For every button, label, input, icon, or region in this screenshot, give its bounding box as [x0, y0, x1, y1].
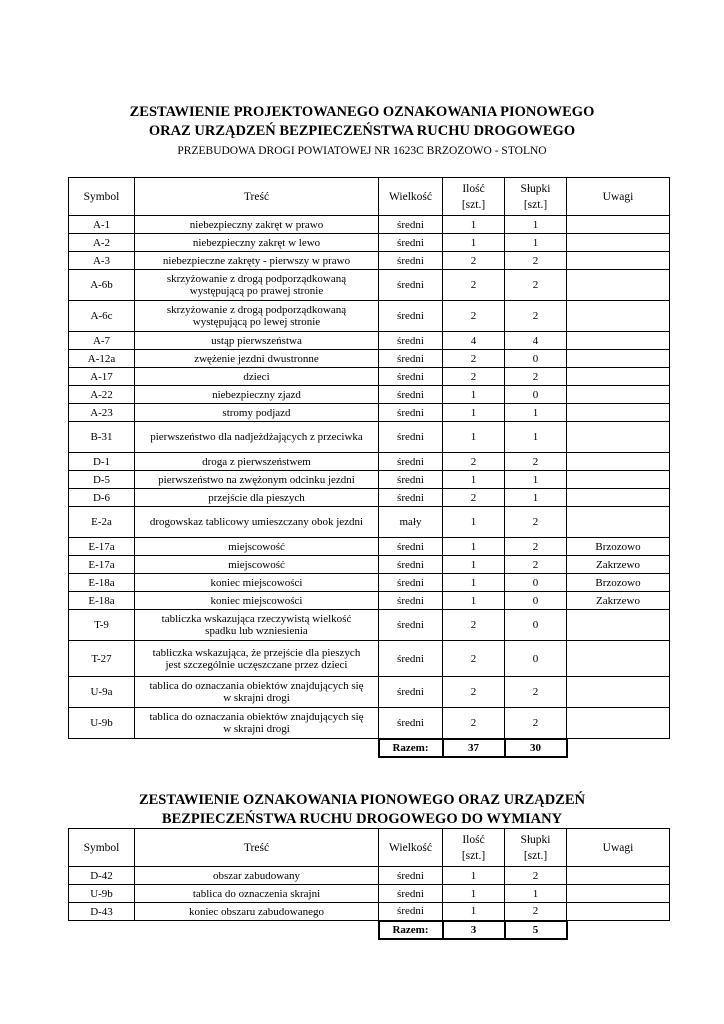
cell-ilosc: 2 [443, 677, 505, 708]
cell-symbol: D-43 [69, 903, 135, 921]
cell-ilosc: 1 [443, 903, 505, 921]
cell-ilosc: 1 [443, 216, 505, 234]
cell-tresc [135, 216, 379, 234]
table-row [69, 234, 670, 252]
cell-uwagi [567, 903, 670, 921]
cell-ilosc: 1 [443, 507, 505, 538]
total-spacer [135, 739, 379, 757]
cell-slupki: 1 [505, 234, 567, 252]
table-row [69, 885, 670, 903]
table-row [69, 386, 670, 404]
cell-wielkosc: średni [379, 252, 443, 270]
cell-ilosc: 2 [443, 252, 505, 270]
cell-tresc [135, 332, 379, 350]
cell-tresc [135, 574, 379, 592]
table-row [69, 422, 670, 453]
cell-ilosc: 2 [443, 368, 505, 386]
section2-title-line1: ZESTAWIENIE OZNAKOWANIA PIONOWEGO ORAZ URZĄDZEŃ [138, 792, 586, 808]
cell-tresc-line: w skrajni drogi [223, 723, 290, 735]
cell-symbol: A-22 [69, 386, 135, 404]
cell-wielkosc: średni [379, 489, 443, 507]
cell-ilosc: 1 [443, 574, 505, 592]
cell-tresc-line: niebezpieczny zakręt w lewo [192, 236, 321, 249]
cell-tresc-line: pierwszeństwo dla nadjeżdżających z przeciwka [150, 431, 363, 443]
cell-slupki: 4 [505, 332, 567, 350]
cell-tresc-line: niebezpieczne zakręty - pierwszy w prawo [162, 254, 351, 267]
cell-wielkosc: średni [379, 610, 443, 641]
cell-slupki: 1 [505, 216, 567, 234]
total-spacer [135, 921, 379, 939]
cell-tresc-line: tablica do oznaczenia skrajni [192, 887, 321, 900]
cell-tresc-line: droga z pierwszeństwem [202, 455, 311, 468]
total-spacer [567, 739, 670, 757]
cell-wielkosc: średni [379, 234, 443, 252]
table-row [69, 489, 670, 507]
header-ilosc-label: Ilość [462, 182, 485, 195]
cell-wielkosc: średni [379, 386, 443, 404]
cell-symbol: E-2a [69, 507, 135, 538]
cell-uwagi [567, 867, 670, 885]
cell-tresc [135, 556, 379, 574]
cell-ilosc: 2 [443, 708, 505, 739]
cell-slupki: 2 [505, 867, 567, 885]
cell-symbol: A-12a [69, 350, 135, 368]
cell-tresc [135, 489, 379, 507]
cell-symbol: A-3 [69, 252, 135, 270]
cell-uwagi [567, 708, 670, 739]
cell-tresc [135, 471, 379, 489]
section2-title-line2: BEZPIECZEŃSTWA RUCHU DROGOWEGO DO WYMIANY [161, 811, 563, 827]
cell-symbol: E-17a [69, 538, 135, 556]
table-row [69, 471, 670, 489]
cell-ilosc: 1 [443, 538, 505, 556]
total-spacer [69, 921, 135, 939]
cell-uwagi [567, 489, 670, 507]
cell-tresc-line: ustąp pierwszeństwa [211, 334, 302, 347]
total-label: Razem: [379, 921, 443, 939]
cell-wielkosc: średni [379, 592, 443, 610]
cell-ilosc: 4 [443, 332, 505, 350]
cell-tresc-line: miejscowość [228, 540, 285, 553]
cell-slupki: 2 [505, 677, 567, 708]
cell-tresc [135, 386, 379, 404]
cell-tresc-line: drogowskaz tablicowy umieszczany obok jezdni [149, 516, 364, 528]
cell-slupki: 0 [505, 574, 567, 592]
header-slupki-unit: [szt.] [523, 849, 548, 862]
cell-wielkosc: średni [379, 556, 443, 574]
cell-tresc-line: skrzyżowanie z drogą podporządkowaną [166, 304, 347, 316]
cell-wielkosc: średni [379, 574, 443, 592]
cell-symbol: T-9 [69, 610, 135, 641]
cell-tresc [135, 677, 379, 708]
cell-ilosc: 2 [443, 610, 505, 641]
total-slupki: 30 [505, 739, 567, 757]
table-header-row [69, 829, 670, 867]
header-ilosc [443, 178, 505, 216]
cell-symbol: U-9b [69, 708, 135, 739]
cell-tresc-line: dzieci [243, 370, 270, 383]
cell-symbol: A-17 [69, 368, 135, 386]
cell-uwagi: Zakrzewo [567, 556, 670, 574]
cell-uwagi [567, 471, 670, 489]
cell-slupki: 1 [505, 422, 567, 453]
cell-tresc-line: tablica do oznaczania obiektów znajdujących się [149, 711, 364, 723]
section1-title-line2: ORAZ URZĄDZEŃ BEZPIECZEŃSTWA RUCHU DROGOWEGO [148, 123, 576, 139]
cell-uwagi [567, 216, 670, 234]
cell-tresc-line: przejście dla pieszych [208, 491, 305, 504]
cell-tresc-line: występującą po prawej stronie [189, 285, 324, 297]
cell-symbol: E-17a [69, 556, 135, 574]
cell-tresc-line: tabliczka wskazująca, że przejście dla pieszych [152, 646, 361, 659]
cell-symbol: E-18a [69, 574, 135, 592]
cell-slupki: 1 [505, 885, 567, 903]
cell-symbol: A-6c [69, 301, 135, 332]
cell-slupki: 1 [505, 489, 567, 507]
cell-wielkosc: średni [379, 867, 443, 885]
cell-tresc-line: koniec miejscowości [210, 594, 303, 607]
cell-ilosc: 1 [443, 471, 505, 489]
table-header-row [69, 178, 670, 216]
table-row [69, 507, 670, 538]
table-row [69, 708, 670, 739]
total-slupki: 5 [505, 921, 567, 939]
cell-symbol: A-6b [69, 270, 135, 301]
cell-slupki: 1 [505, 471, 567, 489]
table-row [69, 903, 670, 921]
cell-slupki: 2 [505, 453, 567, 471]
cell-symbol: E-18a [69, 592, 135, 610]
cell-tresc-line: tablica do oznaczania obiektów znajdujących się [149, 680, 364, 692]
cell-tresc-line: koniec miejscowości [210, 576, 303, 589]
cell-tresc-line: niebezpieczny zakręt w prawo [189, 218, 324, 231]
cell-ilosc: 1 [443, 885, 505, 903]
cell-tresc [135, 610, 379, 641]
cell-tresc [135, 507, 379, 538]
total-row [69, 739, 670, 757]
cell-symbol: A-2 [69, 234, 135, 252]
table-row [69, 332, 670, 350]
cell-uwagi [567, 234, 670, 252]
cell-wielkosc: średni [379, 270, 443, 301]
cell-uwagi [567, 641, 670, 677]
cell-slupki: 2 [505, 252, 567, 270]
cell-tresc-line: obszar zabudowany [212, 869, 301, 882]
cell-tresc-line: stromy podjazd [222, 406, 291, 419]
total-ilosc: 3 [443, 921, 505, 939]
header-wielkosc: Wielkość [379, 829, 443, 867]
cell-ilosc: 2 [443, 641, 505, 677]
header-ilosc-label: Ilość [462, 833, 485, 846]
total-label: Razem: [379, 739, 443, 757]
cell-tresc [135, 453, 379, 471]
header-slupki-unit: [szt.] [523, 198, 548, 211]
header-symbol: Symbol [69, 829, 135, 867]
cell-tresc [135, 708, 379, 739]
cell-tresc-line: niebezpieczny zjazd [212, 388, 301, 401]
table-row [69, 252, 670, 270]
cell-tresc [135, 867, 379, 885]
cell-wielkosc: średni [379, 453, 443, 471]
cell-tresc [135, 592, 379, 610]
cell-ilosc: 1 [443, 422, 505, 453]
cell-tresc-line: tabliczka wskazująca rzeczywistą wielkość [161, 613, 352, 625]
cell-slupki: 0 [505, 641, 567, 677]
table-row [69, 404, 670, 422]
total-ilosc: 37 [443, 739, 505, 757]
cell-tresc [135, 368, 379, 386]
cell-symbol: D-42 [69, 867, 135, 885]
header-slupki-label: Słupki [520, 182, 551, 195]
cell-uwagi [567, 350, 670, 368]
cell-tresc [135, 350, 379, 368]
cell-tresc-line: spadku lub wzniesienia [205, 625, 308, 637]
cell-uwagi [567, 252, 670, 270]
cell-uwagi: Zakrzewo [567, 592, 670, 610]
header-slupki [505, 178, 567, 216]
cell-slupki: 2 [505, 556, 567, 574]
header-uwagi: Uwagi [567, 829, 670, 867]
cell-wielkosc: średni [379, 368, 443, 386]
cell-uwagi [567, 386, 670, 404]
cell-wielkosc: średni [379, 216, 443, 234]
cell-uwagi [567, 301, 670, 332]
cell-tresc-line: skrzyżowanie z drogą podporządkowaną [166, 273, 347, 285]
table-row [69, 270, 670, 301]
header-symbol: Symbol [69, 178, 135, 216]
total-spacer [567, 921, 670, 939]
table-row [69, 556, 670, 574]
cell-ilosc: 2 [443, 453, 505, 471]
header-slupki [505, 829, 567, 867]
table-row [69, 592, 670, 610]
cell-uwagi [567, 677, 670, 708]
cell-slupki: 2 [505, 270, 567, 301]
cell-slupki: 2 [505, 301, 567, 332]
header-ilosc [443, 829, 505, 867]
cell-uwagi [567, 507, 670, 538]
cell-wielkosc: średni [379, 677, 443, 708]
cell-tresc [135, 422, 379, 453]
cell-wielkosc: średni [379, 332, 443, 350]
header-tresc: Treść [135, 178, 379, 216]
cell-symbol: A-23 [69, 404, 135, 422]
cell-slupki: 2 [505, 507, 567, 538]
table-row [69, 453, 670, 471]
cell-wielkosc: średni [379, 422, 443, 453]
cell-symbol: D-6 [69, 489, 135, 507]
table-row [69, 368, 670, 386]
cell-tresc [135, 538, 379, 556]
cell-symbol: D-1 [69, 453, 135, 471]
cell-tresc [135, 404, 379, 422]
cell-slupki: 2 [505, 708, 567, 739]
cell-wielkosc: średni [379, 301, 443, 332]
cell-ilosc: 1 [443, 404, 505, 422]
cell-wielkosc: średni [379, 471, 443, 489]
cell-symbol: D-5 [69, 471, 135, 489]
cell-tresc-line: jest szczególnie uczęszczane przez dzieci [165, 658, 348, 671]
cell-uwagi [567, 368, 670, 386]
cell-wielkosc: średni [379, 538, 443, 556]
cell-wielkosc: mały [379, 507, 443, 538]
table-row [69, 538, 670, 556]
cell-tresc-line: koniec obszaru zabudowanego [188, 905, 324, 918]
cell-tresc-line: w skrajni drogi [223, 692, 290, 704]
table-row [69, 574, 670, 592]
cell-wielkosc: średni [379, 350, 443, 368]
cell-tresc-line: pierwszeństwo na zwężonym odcinku jezdni [158, 473, 355, 486]
cell-tresc [135, 270, 379, 301]
cell-slupki: 0 [505, 386, 567, 404]
total-spacer [69, 739, 135, 757]
cell-symbol: U-9a [69, 677, 135, 708]
replacement-signs-table [68, 828, 670, 940]
total-row [69, 921, 670, 939]
table-row [69, 641, 670, 677]
cell-ilosc: 2 [443, 489, 505, 507]
signs-table [68, 177, 670, 758]
cell-wielkosc: średni [379, 404, 443, 422]
cell-tresc [135, 301, 379, 332]
cell-wielkosc: średni [379, 885, 443, 903]
cell-ilosc: 2 [443, 270, 505, 301]
cell-slupki: 1 [505, 404, 567, 422]
cell-wielkosc: średni [379, 708, 443, 739]
cell-symbol: A-7 [69, 332, 135, 350]
cell-ilosc: 1 [443, 234, 505, 252]
header-tresc: Treść [135, 829, 379, 867]
cell-ilosc: 1 [443, 867, 505, 885]
cell-uwagi [567, 332, 670, 350]
cell-ilosc: 1 [443, 592, 505, 610]
table-row [69, 610, 670, 641]
header-wielkosc: Wielkość [379, 178, 443, 216]
cell-symbol: A-1 [69, 216, 135, 234]
table-row [69, 677, 670, 708]
cell-uwagi [567, 885, 670, 903]
cell-wielkosc: średni [379, 641, 443, 677]
header-ilosc-unit: [szt.] [461, 198, 486, 211]
header-ilosc-unit: [szt.] [461, 849, 486, 862]
cell-tresc [135, 641, 379, 677]
cell-tresc-line: występującą po lewej stronie [192, 316, 321, 328]
section1-title-line1: ZESTAWIENIE PROJEKTOWANEGO OZNAKOWANIA PIONOWEGO [129, 104, 595, 120]
cell-slupki: 2 [505, 368, 567, 386]
cell-tresc-line: miejscowość [228, 558, 285, 571]
cell-uwagi [567, 422, 670, 453]
cell-uwagi [567, 610, 670, 641]
section1-subtitle: PRZEBUDOWA DROGI POWIATOWEJ NR 1623C BRZOZOWO - STOLNO [177, 145, 547, 157]
table-row [69, 867, 670, 885]
cell-uwagi [567, 453, 670, 471]
cell-wielkosc: średni [379, 903, 443, 921]
cell-ilosc: 1 [443, 386, 505, 404]
cell-uwagi [567, 270, 670, 301]
cell-tresc [135, 885, 379, 903]
cell-symbol: T-27 [69, 641, 135, 677]
header-uwagi: Uwagi [567, 178, 670, 216]
cell-tresc [135, 234, 379, 252]
cell-slupki: 0 [505, 592, 567, 610]
cell-uwagi [567, 404, 670, 422]
table-row [69, 216, 670, 234]
cell-slupki: 2 [505, 538, 567, 556]
table-row [69, 350, 670, 368]
cell-ilosc: 1 [443, 556, 505, 574]
cell-uwagi: Brzozowo [567, 538, 670, 556]
cell-tresc-line: zwężenie jezdni dwustronne [194, 352, 319, 365]
cell-symbol: B-31 [69, 422, 135, 453]
cell-ilosc: 2 [443, 301, 505, 332]
cell-tresc [135, 903, 379, 921]
cell-slupki: 0 [505, 350, 567, 368]
header-slupki-label: Słupki [520, 833, 551, 846]
cell-uwagi: Brzozowo [567, 574, 670, 592]
cell-ilosc: 2 [443, 350, 505, 368]
cell-slupki: 0 [505, 610, 567, 641]
cell-slupki: 2 [505, 903, 567, 921]
table-row [69, 301, 670, 332]
cell-symbol: U-9b [69, 885, 135, 903]
cell-tresc [135, 252, 379, 270]
